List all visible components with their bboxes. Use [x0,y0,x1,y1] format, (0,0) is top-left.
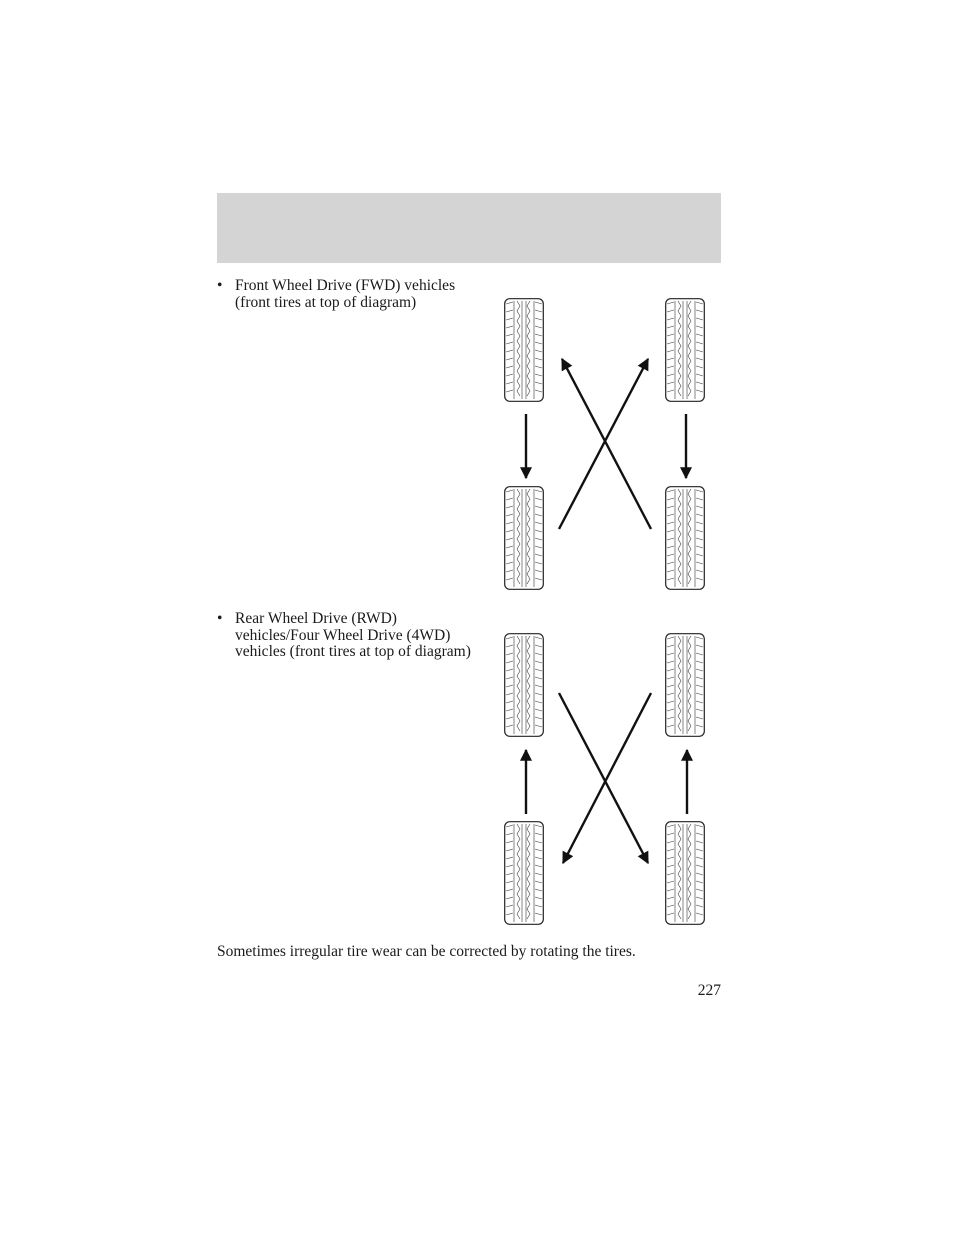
bullet-fwd [217,278,472,311]
tire-front-right [666,634,705,737]
tire-rear-left [505,822,544,925]
tire-rear-right [666,487,705,590]
tire-rear-right [666,822,705,925]
tire-front-left [505,634,544,737]
bullet-rwd-text: Rear Wheel Drive (RWD) vehicles/Four Wheel Drive (4WD) vehicles (front tires at top of diagram) [235,610,471,660]
arrow-rear-left-to-front-right [559,359,648,529]
bullet-marker: • [217,277,223,294]
tire-front-left [505,299,544,402]
arrow-front-left-to-rear-right [559,693,648,863]
fwd-rotation-diagram [495,293,715,593]
tire-front-right [666,299,705,402]
bullet-marker: • [217,610,223,627]
rwd-4wd-rotation-diagram [495,628,715,928]
arrow-front-right-to-rear-left [563,693,651,863]
page-number: 227 [697,982,721,999]
bullet-rwd [217,611,472,661]
rotation-note: Sometimes irregular tire wear can be corrected by rotating the tires. [217,943,636,960]
header-band [217,193,721,263]
arrow-rear-right-to-front-left [562,359,651,529]
bullet-fwd-text: Front Wheel Drive (FWD) vehicles (front tires at top of diagram) [235,277,456,311]
tire-rear-left [505,487,544,590]
